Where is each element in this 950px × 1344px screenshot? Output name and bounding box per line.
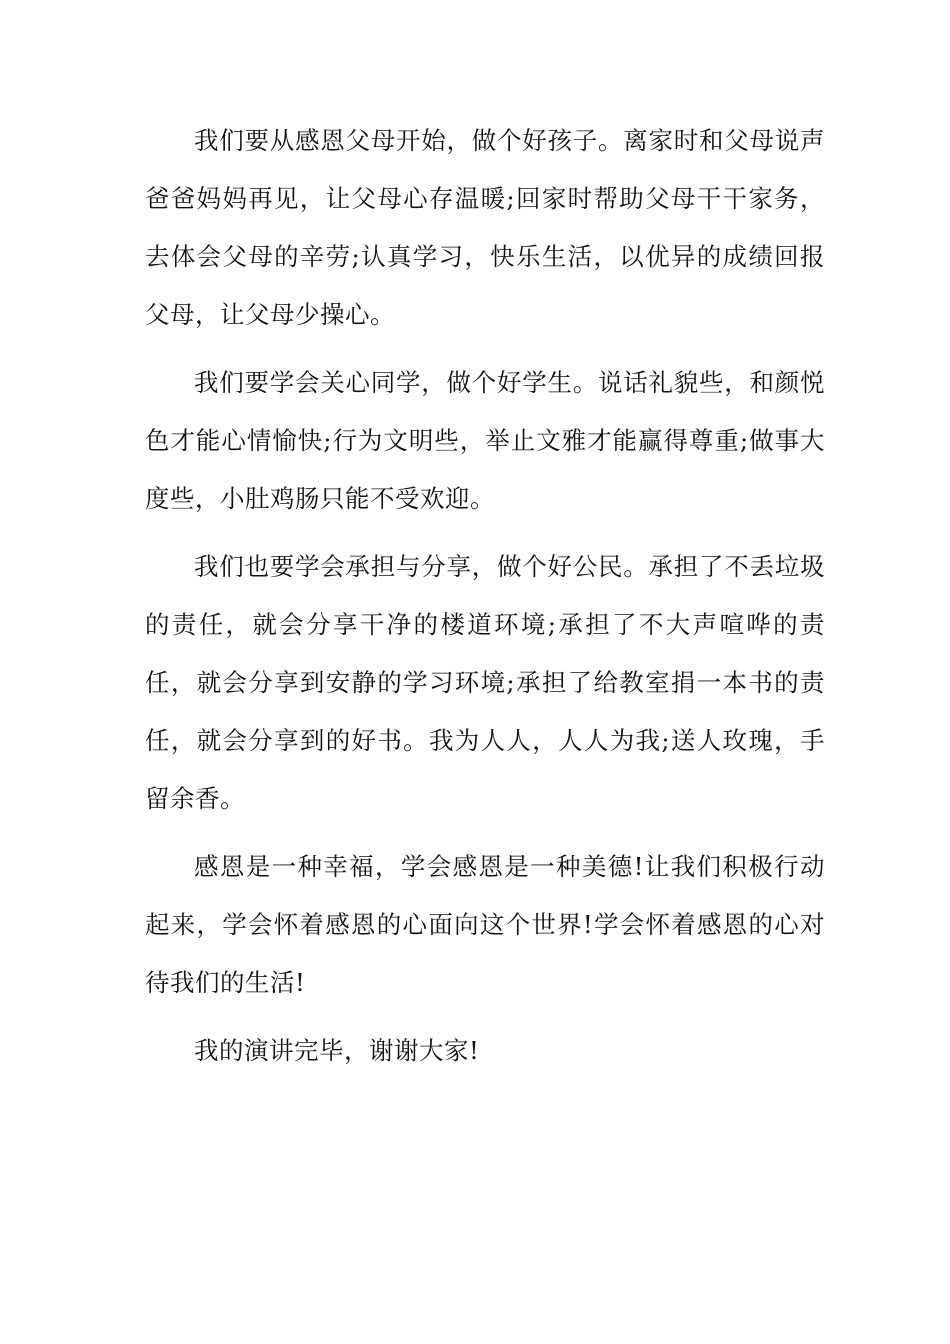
paragraph-gratitude-parents: 我们要从感恩父母开始，做个好孩子。离家时和父母说声爸爸妈妈再见，让父母心存温暖;回家时帮助父母干干家务，去体会父母的辛劳;认真学习，快乐生活，以优异的成绩回报父母，让父母少操心。 <box>145 126 825 329</box>
paragraph-responsibility-sharing: 我们也要学会承担与分享，做个好公民。承担了不丢垃圾的责任，就会分享干净的楼道环境;承担了不大声喧哗的责任，就会分享到安静的学习环境;承担了给教室捐一本书的责任，就会分享到的好书。我为人人，人人为我;送人玫瑰，手留余香。 <box>145 552 825 813</box>
paragraph-closing: 我的演讲完毕，谢谢大家! <box>194 1036 480 1065</box>
document-body <box>145 112 825 1090</box>
paragraph-care-classmates: 我们要学会关心同学，做个好学生。说话礼貌些，和颜悦色才能心情愉快;行为文明些，举止文雅才能赢得尊重;做事大度些，小肚鸡肠只能不受欢迎。 <box>145 368 825 513</box>
paragraph-gratitude-virtue: 感恩是一种幸福，学会感恩是一种美德!让我们积极行动起来，学会怀着感恩的心面向这个世界!学会怀着感恩的心对待我们的生活! <box>145 852 825 997</box>
